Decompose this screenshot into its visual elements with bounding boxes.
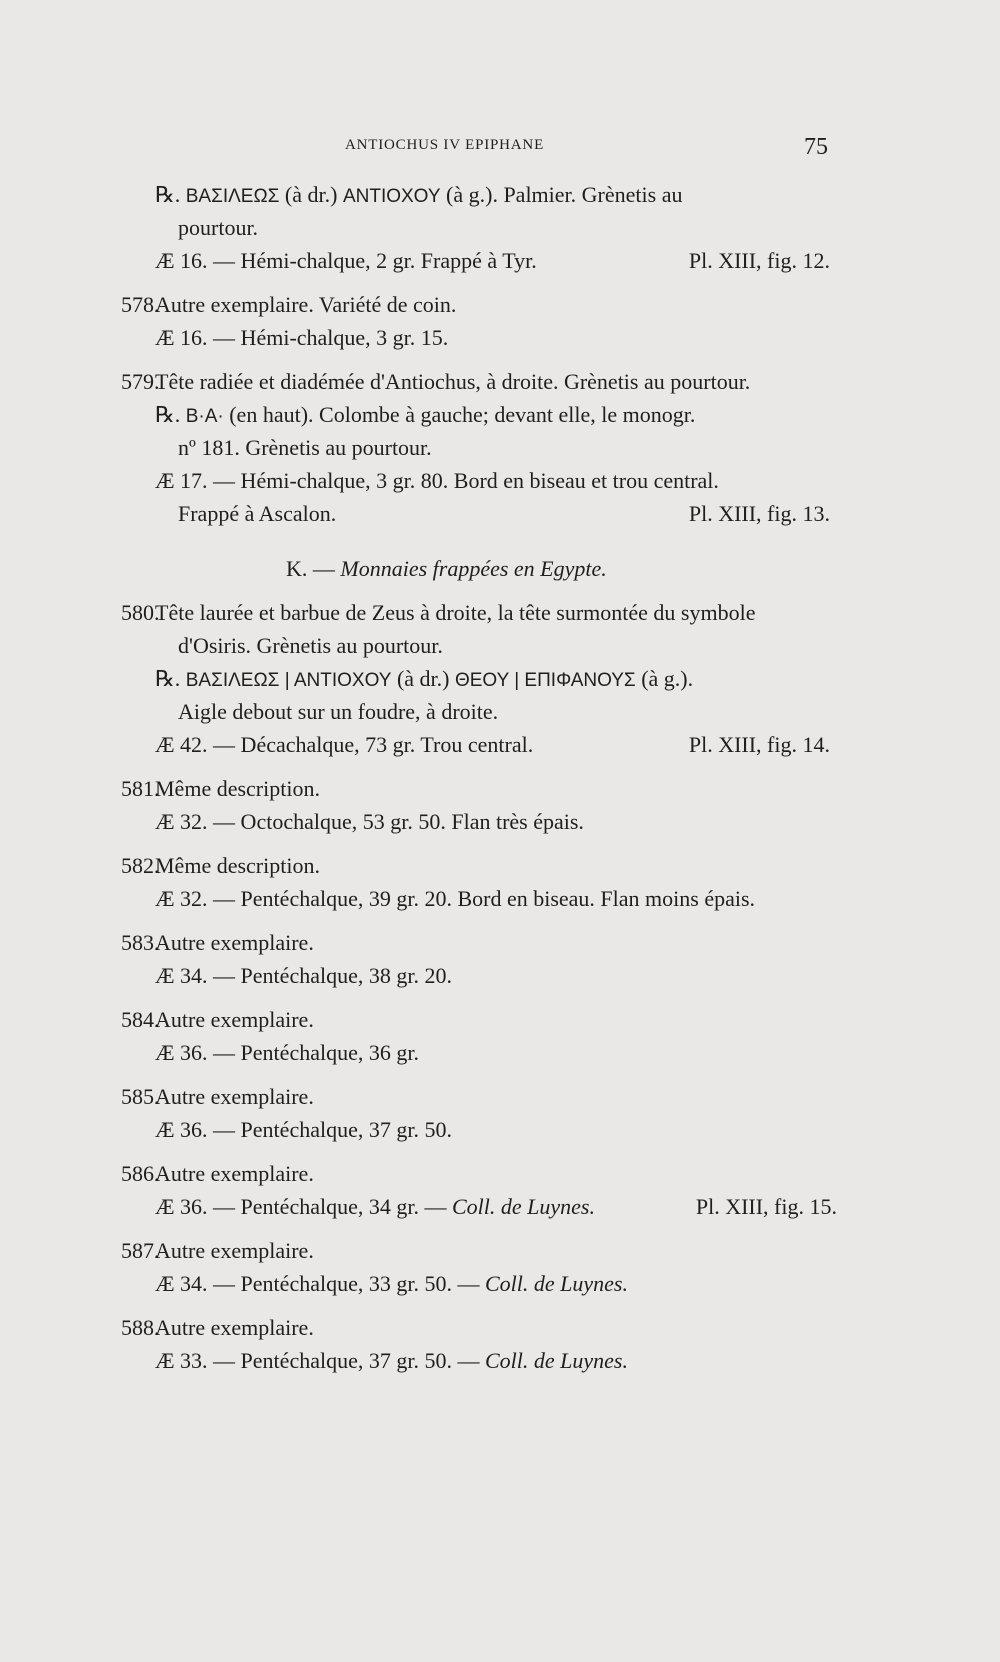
description-line: nº 181. Grènetis au pourtour. <box>178 435 432 460</box>
collection-reference: Coll. de Luynes. <box>451 1194 595 1219</box>
description-line: Même description. <box>155 853 320 878</box>
metrics-line <box>155 1190 837 1223</box>
greek-legend: Β·Α· <box>185 406 224 427</box>
mint-text: Frappé à Ascalon. <box>178 501 337 526</box>
collection-reference: Coll. de Luynes. <box>484 1348 628 1373</box>
metrics-line <box>155 1344 628 1377</box>
entry-number: 588. <box>121 1315 160 1340</box>
section-letter: K. — <box>286 556 335 581</box>
plate-reference: Pl. XIII, fig. 12. <box>688 248 830 273</box>
metrics-line <box>155 244 830 277</box>
metrics-line: Æ 32. — Octochalque, 53 gr. 50. Flan très épais. <box>155 809 584 834</box>
greek-legend: ΑΝΤΙΟΧΟΥ <box>342 186 441 207</box>
description-line: Autre exemplaire. <box>155 1084 314 1109</box>
running-title: ANTIOCHUS IV EPIPHANE <box>345 137 545 153</box>
entry-number: 582. <box>121 853 160 878</box>
reverse-line <box>155 662 693 697</box>
reverse-line <box>155 398 695 433</box>
metrics-line: Æ 36. — Pentéchalque, 37 gr. 50. <box>155 1117 452 1142</box>
metrics-line <box>155 1267 628 1300</box>
description-line: Autre exemplaire. <box>155 930 314 955</box>
greek-legend: ΘΕΟΥ | ΕΠΙΦΑΝΟΥΣ <box>454 670 636 691</box>
plate-reference: Pl. XIII, fig. 15. <box>695 1194 837 1219</box>
metrics-line: Æ 32. — Pentéchalque, 39 gr. 20. Bord en biseau. Flan moins épais. <box>155 886 756 911</box>
metrics-line: Æ 34. — Pentéchalque, 38 gr. 20. <box>155 963 452 988</box>
metrics-line: Æ 17. — Hémi-chalque, 3 gr. 80. Bord en biseau et trou central. <box>155 468 719 493</box>
description-line: Autre exemplaire. <box>155 1238 314 1263</box>
mint-line <box>178 497 830 530</box>
entry-number: 579. <box>121 369 160 394</box>
description-line: Autre exemplaire. <box>155 1315 314 1340</box>
description-line: pourtour. <box>178 215 259 240</box>
reverse-symbol: ℞. <box>155 402 181 427</box>
metrics-text: Æ 34. — Pentéchalque, 33 gr. 50. — <box>155 1271 480 1296</box>
plate-reference: Pl. XIII, fig. 14. <box>688 732 830 757</box>
entry-number: 581. <box>121 776 160 801</box>
entry-number: 583. <box>121 930 160 955</box>
description-line: Même description. <box>155 776 320 801</box>
entry-number: 580. <box>121 600 160 625</box>
metrics-line: Æ 36. — Pentéchalque, 36 gr. <box>155 1040 419 1065</box>
legend-position: (à g.). <box>641 666 694 691</box>
page-number: 75 <box>804 134 828 160</box>
entry-number: 585. <box>121 1084 160 1109</box>
reverse-symbol: ℞. <box>155 182 181 207</box>
metrics-line: Æ 16. — Hémi-chalque, 3 gr. 15. <box>155 325 449 350</box>
metrics-text: Æ 36. — Pentéchalque, 34 gr. — <box>155 1194 447 1219</box>
greek-legend: ΒΑΣΙΛΕΩΣ | ΑΝΤΙΟΧΟΥ <box>185 670 392 691</box>
reverse-line <box>155 178 682 213</box>
legend-position: (à dr.) <box>396 666 450 691</box>
collection-reference: Coll. de Luynes. <box>484 1271 628 1296</box>
description-line: Autre exemplaire. Variété de coin. <box>155 292 457 317</box>
description-line: d'Osiris. Grènetis au pourtour. <box>178 633 443 658</box>
obverse-description: Tête laurée et barbue de Zeus à droite, la tête surmontée du symbole <box>155 600 756 625</box>
section-heading <box>286 552 607 585</box>
metrics-line <box>155 728 830 761</box>
entry-number: 578. <box>121 292 160 317</box>
legend-position: (à dr.) <box>284 182 338 207</box>
entry-number: 587. <box>121 1238 160 1263</box>
metrics-text: Æ 33. — Pentéchalque, 37 gr. 50. — <box>155 1348 480 1373</box>
metrics-text: Æ 42. — Décachalque, 73 gr. Trou central. <box>155 732 534 757</box>
description-line: Autre exemplaire. <box>155 1161 314 1186</box>
reverse-description: Aigle debout sur un foudre, à droite. <box>178 699 499 724</box>
entry-number: 584. <box>121 1007 160 1032</box>
reverse-description: (à g.). Palmier. Grènetis au <box>446 182 683 207</box>
description-line: Autre exemplaire. <box>155 1007 314 1032</box>
greek-legend: ΒΑΣΙΛΕΩΣ <box>185 186 280 207</box>
metrics-text: Æ 16. — Hémi-chalque, 2 gr. Frappé à Tyr. <box>155 248 537 273</box>
section-title: Monnaies frappées en Egypte. <box>340 556 607 581</box>
reverse-symbol: ℞. <box>155 666 181 691</box>
plate-reference: Pl. XIII, fig. 13. <box>688 501 830 526</box>
entry-number: 586. <box>121 1161 160 1186</box>
obverse-description: Tête radiée et diadémée d'Antiochus, à droite. Grènetis au pourtour. <box>155 369 751 394</box>
reverse-description: (en haut). Colombe à gauche; devant elle, le monogr. <box>229 402 696 427</box>
